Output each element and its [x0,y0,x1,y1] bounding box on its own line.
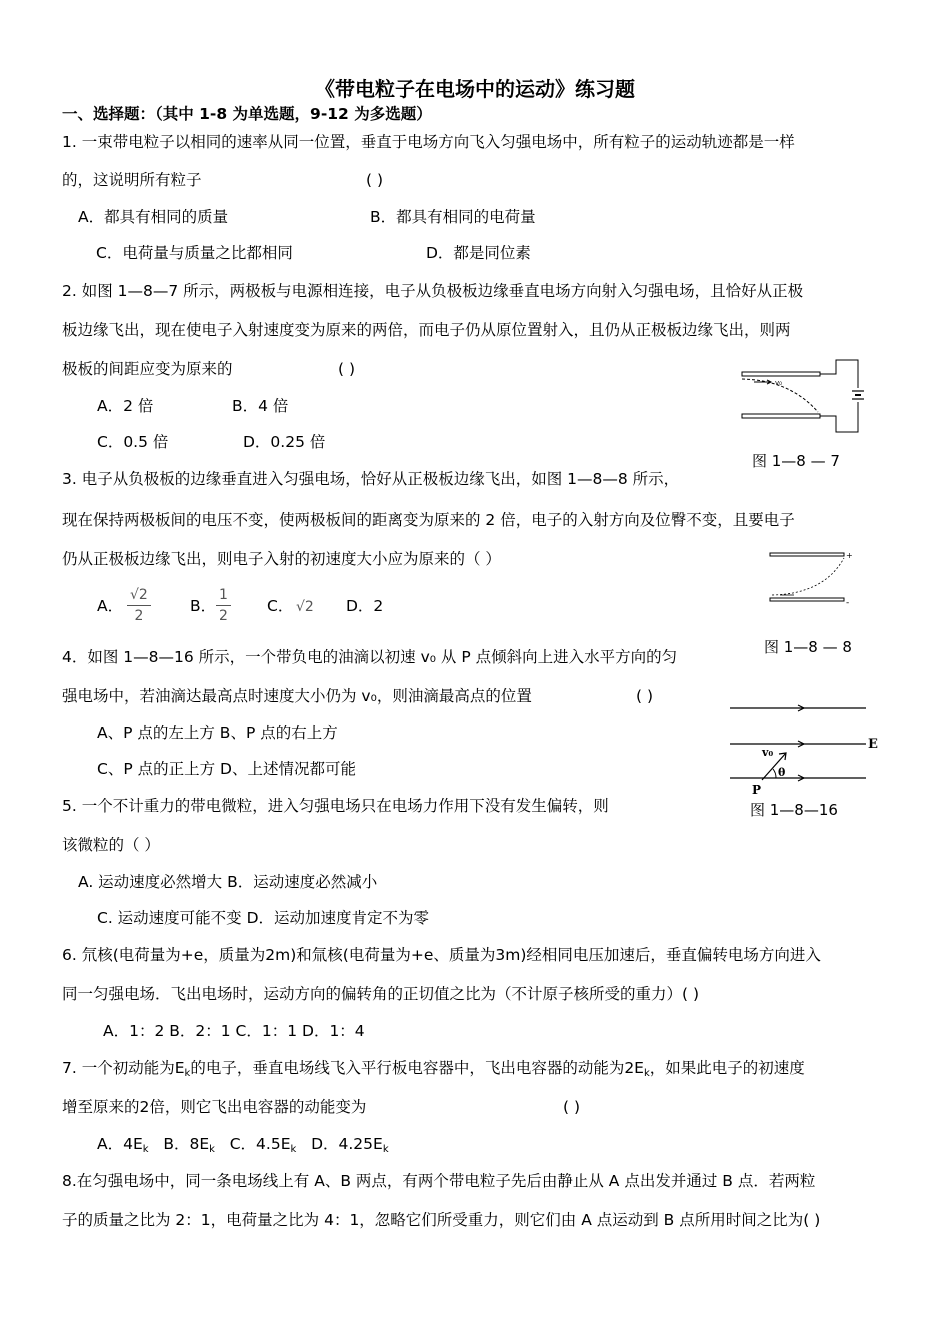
q3-option-b-denominator: 2 [219,608,228,624]
q3-option-b-label: B． [190,597,217,615]
q6-options: A．1：2 B．2：1 C．1：1 D．1：4 [103,1022,365,1040]
q3-option-c-value: √2 [296,599,314,615]
q3-option-a-fraction [127,585,151,626]
figure-1-8-16-diagram [726,698,886,802]
q3-option-a-label: A． [97,597,124,615]
q2-line3: 极板的间距应变为原来的 [62,360,233,378]
q7-option-b-sub: k [209,1144,215,1155]
q7-options [97,1134,389,1154]
q7-line2: 增至原来的2倍，则它飞出电容器的动能变为 [62,1098,367,1116]
q7-line1-part1: 7. 一个初动能为E [62,1059,185,1077]
q7-sub-k1: k [184,1068,191,1079]
figure-1-8-16-v0-label: v₀ [762,746,774,759]
q5-options-row2: C. 运动速度可能不变 D．运动加速度肯定不为零 [97,909,430,927]
page-title: 《带电粒子在电场中的运动》练习题 [315,77,635,101]
figure-1-8-8-plus: + [846,551,853,560]
q4-line1: 4．如图 1—8—16 所示，一个带负电的油滴以初速 v₀ 从 P 点倾斜向上进入水平方向的匀 [62,648,678,666]
q7-sub-k2: k [643,1068,650,1079]
q2-option-d: D．0.25 倍 [243,433,326,451]
q7-option-d: D．4.25E [311,1135,383,1153]
q7-option-b: B．8E [163,1135,210,1153]
q3-line2: 现在保持两极板间的电压不变，使两极板间的距离变为原来的 2 倍，电子的入射方向及位臀不变，且要电子 [62,511,795,529]
q2-option-c: C．0.5 倍 [97,433,169,451]
figure-1-8-16-theta-label: θ [778,766,786,779]
figure-1-8-8-caption: 图 1—8 — 8 [764,638,852,656]
figure-1-8-16-caption: 图 1—8—16 [750,801,838,819]
q4-options-row1: A、P 点的左上方 B、P 点的右上方 [97,724,338,742]
q8-line2: 子的质量之比为 2：1，电荷量之比为 4：1，忽略它们所受重力，则它们由 A 点运动到 B 点所用时间之比为( ) [62,1211,821,1229]
section-heading: 一、选择题：（其中 1-8 为单选题，9-12 为多选题） [62,105,432,123]
q1-option-c: C．电荷量与质量之比都相同 [96,244,293,262]
q2-option-b: B．4 倍 [232,397,289,415]
q3-option-b-fraction [216,585,231,626]
q7-option-c: C．4.5E [229,1135,291,1153]
q7-option-c-sub: k [290,1144,297,1155]
q7-option-a: A．4E [97,1135,143,1153]
q2-option-a: A．2 倍 [97,397,154,415]
q5-line2: 该微粒的（ ） [62,836,160,854]
q1-option-b: B．都具有相同的电荷量 [370,208,536,226]
q4-line2: 强电场中，若油滴达最高点时速度大小仍为 v₀，则油滴最高点的位置 [62,687,532,705]
figure-1-8-16-p-label: P [752,783,762,797]
q7-answer-paren: ( ) [563,1098,581,1116]
q2-line1: 2. 如图 1—8—7 所示，两极板与电源相连接，电子从负极板边缘垂直电场方向射入匀强电场，且恰好从正极 [62,282,804,300]
q3-option-a-denominator: 2 [134,608,144,624]
figure-1-8-8-minus: - [846,598,850,608]
q1-answer-paren: ( ) [366,171,384,189]
q8-line1: 8.在匀强电场中，同一条电场线上有 A、B 两点，有两个带电粒子先后由静止从 A 点出发并通过 B 点．若两粒 [62,1172,816,1190]
q6-line2: 同一匀强电场．飞出电场时，运动方向的偏转角的正切值之比为（不计原子核所受的重力）( ) [62,985,700,1003]
figure-1-8-7-v0-label: v₀ [775,379,782,387]
q7-option-d-sub: k [382,1144,389,1155]
q3-option-c-label: C． [267,597,294,615]
q4-options-row2: C、P 点的正上方 D、上述情况都可能 [97,760,356,778]
figure-1-8-8-diagram [764,548,864,612]
figure-1-8-7-caption: 图 1—8 — 7 [752,452,840,470]
q7-line1 [62,1058,805,1078]
q1-option-a: A．都具有相同的质量 [78,208,229,226]
q3-option-a-numerator: √2 [127,585,151,606]
q2-answer-paren: ( ) [338,360,356,378]
q1-line1: 1. 一束带电粒子以相同的速率从同一位置，垂直于电场方向飞入匀强电场中，所有粒子的运动轨迹都是一样 [62,133,795,151]
figure-1-8-16-e-label: E [868,737,878,752]
q7-option-a-sub: k [142,1144,149,1155]
figure-1-8-7-diagram [740,356,860,436]
q5-options-row1: A. 运动速度必然增大 B．运动速度必然减小 [78,873,378,891]
q7-line1-part3: ，如果此电子的初速度 [649,1059,805,1077]
q6-line1: 6. 氘核(电荷量为+e，质量为2m)和氚核(电荷量为+e、质量为3m)经相同电压加速后，垂直偏转电场方向进入 [62,946,821,964]
q7-line1-part2: 的电子，垂直电场线飞入平行板电容器中，飞出电容器的动能为2E [190,1059,644,1077]
q4-answer-paren: ( ) [636,687,654,705]
q3-line1: 3. 电子从负极板的边缘垂直进入匀强电场，恰好从正极板边缘飞出，如图 1—8—8 所示， [62,470,680,488]
q3-line3: 仍从正极板边缘飞出，则电子入射的初速度大小应为原来的（ ） [62,550,501,568]
q1-line2: 的，这说明所有粒子 [62,171,202,189]
q2-line2: 板边缘飞出，现在使电子入射速度变为原来的两倍，而电子仍从原位置射入，且仍从正极板边缘飞出，则两 [62,321,791,339]
q1-option-d: D．都是同位素 [426,244,531,262]
q5-line1: 5. 一个不计重力的带电微粒，进入匀强电场只在电场力作用下没有发生偏转，则 [62,797,609,815]
q3-option-b-numerator: 1 [216,585,231,606]
q3-option-d: D．2 [346,597,384,615]
